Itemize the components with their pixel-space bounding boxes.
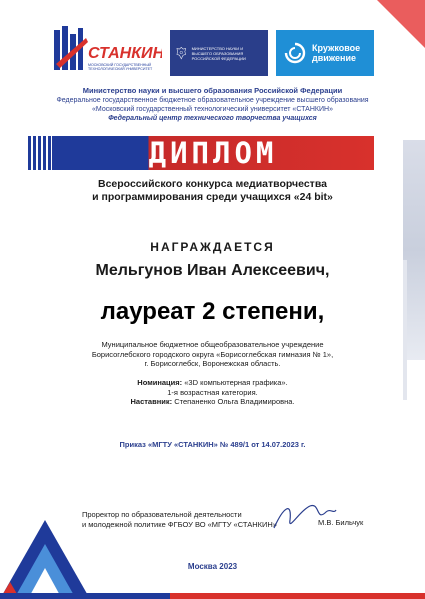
signatory-title-1: Проректор по образовательной деятельности	[82, 510, 242, 519]
stankin-logo-icon	[52, 24, 162, 82]
mentor-line	[40, 397, 385, 407]
kruzhkovoe-logo-text	[312, 43, 360, 63]
nomination-value: «3D компьютерная графика».	[184, 378, 288, 387]
side-stripe	[403, 260, 407, 400]
laureate-degree: лауреат 2 степени,	[100, 298, 325, 325]
school-line-3: г. Борисоглебск, Воронежская область.	[144, 359, 281, 368]
stankin-logo	[52, 24, 162, 82]
kruzhkovoe-text-2: движение	[312, 53, 357, 63]
kruzhkovoe-text-1: Кружковое	[312, 43, 361, 53]
eagle-crest-icon	[176, 38, 187, 68]
school-line-2: Борисоглебского городского округа «Борисоглебская гимназия № 1»,	[91, 349, 334, 359]
institution-type-line: Федеральное государственное бюджетное образовательное учреждение высшего образования	[56, 96, 369, 104]
ministry-logo-text: МИНИСТЕРСТВО НАУКИ И ВЫСШЕГО ОБРАЗОВАНИЯ РОССИЙСКОЙ ФЕДЕРАЦИИ	[191, 45, 246, 61]
recipient-name: Мельгунов Иван Алексеевич,	[95, 262, 330, 279]
school-line-1: Муниципальное бюджетное общеобразовательное учреждение	[101, 340, 324, 349]
corner-decoration	[377, 0, 425, 48]
school-block	[40, 340, 385, 369]
mentor-label: Наставник:	[130, 397, 173, 406]
signatory-title-2: и молодежной политике ФГБОУ ВО «МГТУ «СТАНКИН»	[82, 519, 277, 529]
ministry-logo	[170, 30, 268, 76]
svg-text:СТАНКИН: СТАНКИН	[88, 45, 162, 62]
ministry-line: Министерство науки и высшего образования Российской Федерации	[82, 86, 343, 95]
diploma-banner	[52, 136, 374, 170]
organization-block	[30, 86, 395, 123]
mentor-value: Степаненко Ольга Владимировна.	[174, 397, 295, 406]
kruzhkovoe-icon	[284, 42, 306, 64]
order-reference: Приказ «МГТУ «СТАНКИН» № 489/1 от 14.07.2023 г.	[119, 440, 306, 449]
university-name-line: «Московский государственный технологический университет «СТАНКИН»	[92, 105, 333, 113]
awarded-label: НАГРАЖДАЕТСЯ	[150, 240, 275, 254]
svg-text:ТЕХНОЛОГИЧЕСКИЙ УНИВЕРСИТЕТ: ТЕХНОЛОГИЧЕСКИЙ УНИВЕРСИТЕТ	[88, 67, 153, 71]
nomination-block	[40, 378, 385, 407]
handwritten-signature	[270, 496, 340, 536]
contest-line-2: и программирования среди учащихся «24 bit»	[92, 191, 333, 203]
contest-title	[30, 178, 395, 204]
kruzhkovoe-logo	[276, 30, 374, 76]
age-category: 1-я возрастная категория.	[167, 387, 258, 397]
signatory-name: М.В. Бильчук	[318, 518, 364, 527]
city-year: Москва 2023	[187, 562, 238, 571]
nomination-line	[40, 378, 385, 388]
nomination-label: Номинация:	[137, 378, 183, 387]
header-logos	[52, 22, 382, 84]
bottom-band	[0, 593, 425, 599]
center-name-line: Федеральный центр технического творчества учащихся	[108, 114, 317, 122]
banner-stripes	[28, 136, 52, 170]
contest-line-1: Всероссийского конкурса медиатворчества	[98, 178, 327, 190]
diploma-title: ДИПЛОМ	[148, 136, 278, 170]
svg-text:МОСКОВСКИЙ ГОСУДАРСТВЕННЫЙ: МОСКОВСКИЙ ГОСУДАРСТВЕННЫЙ	[88, 63, 152, 67]
triangle-logo-icon	[0, 500, 90, 599]
